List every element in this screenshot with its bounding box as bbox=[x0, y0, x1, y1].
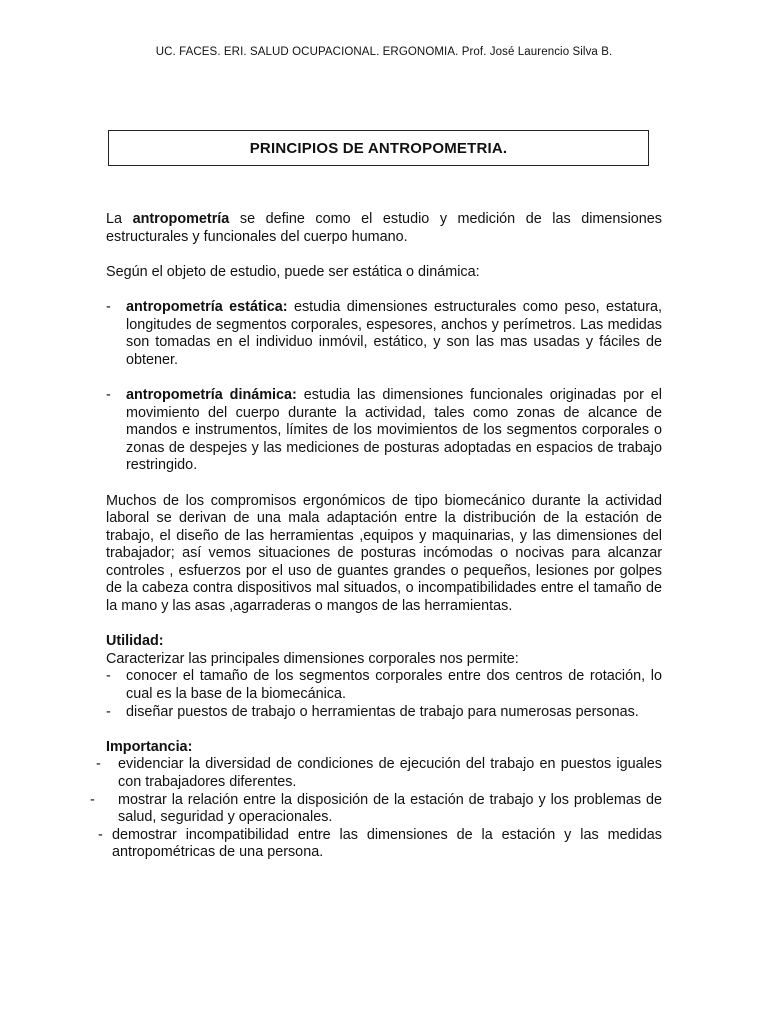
utilidad-item: - conocer el tamaño de los segmentos corporales entre dos centros de rotación, lo cual es la base de la biomecánica. bbox=[106, 668, 662, 703]
importancia-item: - evidenciar la diversidad de condiciones de ejecución del trabajo en puestos iguales con trabajadores diferentes. bbox=[96, 756, 662, 790]
dash-bullet: - bbox=[106, 703, 111, 720]
dash-bullet: - bbox=[98, 826, 103, 843]
document-body bbox=[90, 211, 662, 862]
list-item-dinamica: - antropometría dinámica: estudia las dimensiones funcionales originadas por el movimiento del cuerpo durante la actividad, tales como zonas de alcance de mandos e instrumentos, límites de los movimientos de los segmentos corporales o zonas de despejes y las mediciones de posturas adoptadas en espacios de trabajo restringido. bbox=[106, 386, 662, 474]
list-item-estatica: - antropometría estática: estudia dimensiones estructurales como peso, estatura, longitudes de segmentos corporales, espesores, anchos y perímetros. Las medidas son tomadas en el individuo inmóvil, estático, y son las mas usadas y fáciles de obtener. bbox=[106, 298, 662, 368]
page-header: UC. FACES. ERI. SALUD OCUPACIONAL. ERGONOMIA. Prof. José Laurencio Silva B. bbox=[155, 46, 613, 58]
utilidad-item: - diseñar puestos de trabajo o herramientas de trabajo para numerosas personas. bbox=[106, 703, 639, 720]
document-title-box bbox=[108, 130, 649, 166]
importancia-item: - demostrar incompatibilidad entre las dimensiones de la estación y las medidas antropométricas de una persona. bbox=[98, 826, 662, 861]
importancia-item: - mostrar la relación entre la disposición de la estación de trabajo y los problemas de salud, seguridad y operacionales. bbox=[90, 791, 662, 826]
dash-bullet: - bbox=[96, 756, 101, 773]
term-estatica: antropometría estática: bbox=[126, 298, 288, 315]
importancia-heading: Importancia: bbox=[106, 738, 193, 755]
intro-paragraph: La antropometría se define como el estudio y medición de las dimensiones estructurales y funcionales del cuerpo humano. bbox=[106, 211, 662, 245]
segun-paragraph: Según el objeto de estudio, puede ser estática o dinámica: bbox=[106, 263, 480, 280]
dash-bullet: - bbox=[106, 668, 111, 685]
dash-bullet: - bbox=[90, 791, 95, 808]
intro-term: antropometría bbox=[132, 211, 230, 227]
term-dinamica: antropometría dinámica: bbox=[126, 386, 297, 403]
utilidad-lead: Caracterizar las principales dimensiones corporales nos permite: bbox=[106, 650, 519, 667]
utilidad-heading: Utilidad: bbox=[106, 633, 164, 650]
compromisos-paragraph: Muchos de los compromisos ergonómicos de tipo biomecánico durante la actividad laboral se derivan de una mala adaptación entre la distribución de la estación de trabajo, el diseño de las herramientas ,equipos y maquinarias, y las dimensiones del trabajador; así vemos situaciones de posturas incómodas o nocivas para alcanzar controles , esfuerzos por el uso de guantes grandes o pequeños, lesiones por golpes de la cabeza contra dispositivos mal situados, o incompatibilidades entre el tamaño de la mano y las asas ,agarraderas o mangos de las herramientas. bbox=[106, 492, 662, 615]
document-title: PRINCIPIOS DE ANTROPOMETRIA. bbox=[249, 139, 508, 157]
dash-bullet: - bbox=[106, 298, 111, 315]
dash-bullet: - bbox=[106, 386, 111, 403]
